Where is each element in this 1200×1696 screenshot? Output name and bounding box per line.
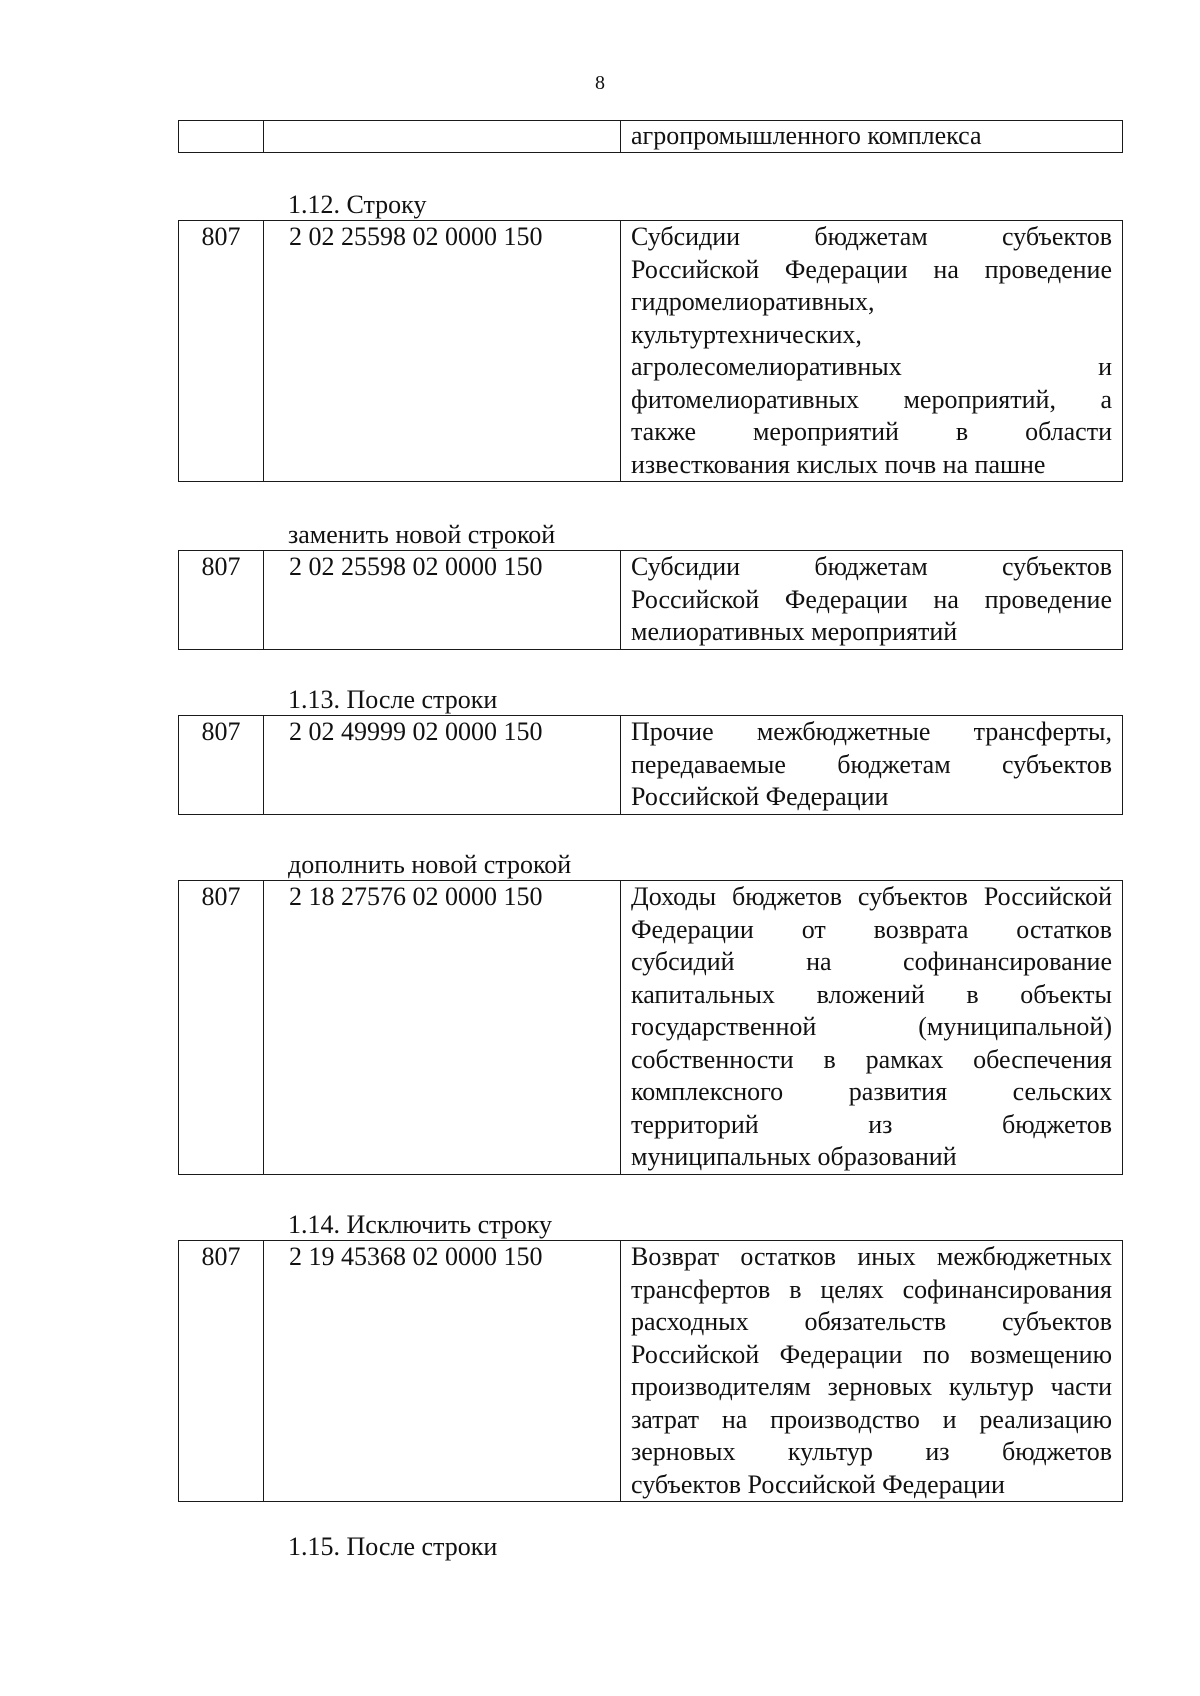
page-number: 8	[595, 72, 605, 94]
description-line: расходных обязательств субъектов	[631, 1307, 1112, 1336]
cell-kbk	[264, 121, 621, 153]
table-row	[179, 121, 1123, 153]
budget-table	[178, 220, 1123, 482]
cell-kbk: 2 18 27576 02 0000 150	[264, 881, 621, 1175]
description-line: субсидий на софинансирование	[631, 947, 1112, 976]
section-heading: дополнить новой строкой	[288, 850, 572, 879]
table-fragment-top	[178, 120, 1123, 153]
description-line: комплексного развития сельских	[631, 1077, 1112, 1106]
cell-kbk: 2 02 25598 02 0000 150	[264, 221, 621, 482]
description-line: Российской Федерации	[631, 782, 889, 811]
description-line: гидромелиоративных,	[631, 287, 875, 316]
budget-table	[178, 715, 1123, 815]
cell-code: 807	[179, 221, 264, 482]
description-line: Возврат остатков иных межбюджетных	[631, 1242, 1112, 1271]
cell-code: 807	[179, 881, 264, 1175]
cell-code	[179, 121, 264, 153]
description-line: муниципальных образований	[631, 1142, 957, 1171]
description-line: собственности в рамках обеспечения	[631, 1044, 1112, 1074]
budget-table	[178, 880, 1123, 1175]
cell-kbk: 2 19 45368 02 0000 150	[264, 1241, 621, 1502]
description-line: государственной (муниципальной)	[631, 1012, 1112, 1041]
description-line: известкования кислых почв на пашне	[631, 449, 1046, 479]
section-heading: 1.14. Исключить строку	[288, 1210, 553, 1239]
budget-table	[178, 1240, 1123, 1502]
table-row	[179, 551, 1123, 650]
description-line: производителям зерновых культур части	[631, 1372, 1112, 1401]
cell-kbk: 2 02 25598 02 0000 150	[264, 551, 621, 650]
cell-description	[621, 1241, 1123, 1502]
description-line: агролесомелиоративных и	[631, 352, 1112, 381]
description-line: субъектов Российской Федерации	[631, 1469, 1005, 1499]
section-heading: 1.13. После строки	[288, 685, 498, 714]
description-line: мелиоративных мероприятий	[631, 617, 958, 646]
description-line: территорий из бюджетов	[631, 1109, 1112, 1139]
description-line: капитальных вложений в объекты	[631, 979, 1112, 1009]
table-row	[179, 221, 1123, 482]
description-line: Субсидии бюджетам субъектов	[631, 222, 1112, 251]
cell-description	[621, 221, 1123, 482]
description-line: фитомелиоративных мероприятий, а	[631, 384, 1112, 414]
budget-table	[178, 550, 1123, 650]
section-heading: заменить новой строкой	[288, 520, 556, 549]
cell-description	[621, 716, 1123, 815]
description-line: Федерации от возврата остатков	[631, 914, 1112, 944]
section-heading: 1.15. После строки	[288, 1532, 498, 1561]
description-line: также мероприятий в области	[631, 417, 1112, 446]
table-row	[179, 881, 1123, 1175]
description-line: зерновых культур из бюджетов	[631, 1437, 1112, 1466]
description-line: агропромышленного комплекса	[631, 121, 982, 150]
description-line: Прочие межбюджетные трансферты,	[631, 717, 1112, 746]
cell-code: 807	[179, 551, 264, 650]
table-row	[179, 1241, 1123, 1502]
description-line: Доходы бюджетов субъектов Российской	[631, 882, 1112, 911]
cell-code: 807	[179, 716, 264, 815]
section-heading: 1.12. Строку	[288, 190, 427, 219]
description-line: культуртехнических,	[631, 319, 862, 349]
description-line: Субсидии бюджетам субъектов	[631, 552, 1112, 581]
description-line: Российской Федерации на проведение	[631, 254, 1112, 284]
description-line: передаваемые бюджетам субъектов	[631, 749, 1112, 779]
cell-kbk: 2 02 49999 02 0000 150	[264, 716, 621, 815]
description-line: Российской Федерации по возмещению	[631, 1339, 1112, 1369]
description-line: трансфертов в целях софинансирования	[631, 1274, 1112, 1304]
cell-description	[621, 121, 1123, 153]
table-row	[179, 716, 1123, 815]
cell-code: 807	[179, 1241, 264, 1502]
description-line: затрат на производство и реализацию	[631, 1404, 1112, 1434]
cell-description	[621, 881, 1123, 1175]
cell-description	[621, 551, 1123, 650]
description-line: Российской Федерации на проведение	[631, 584, 1112, 614]
